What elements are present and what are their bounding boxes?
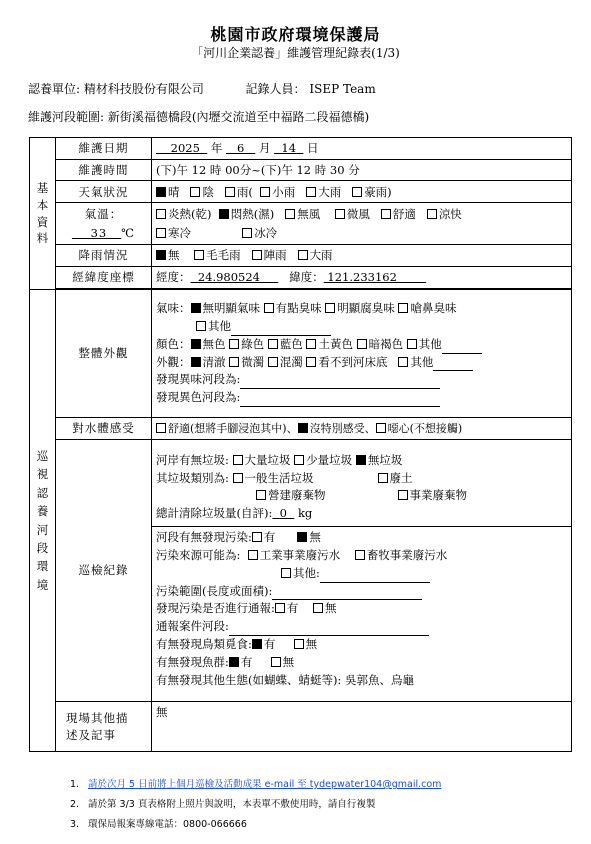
temp-label-cell: 氣溫： 33 ℃: [56, 203, 152, 245]
record-label: 巡檢紀錄: [56, 440, 152, 702]
weather-cloudy-checkbox[interactable]: [190, 187, 200, 197]
note-3: 3. 環保局報案專線電話：0800-066666: [70, 819, 247, 830]
other-label: 現場其他描 述及記事: [56, 702, 152, 752]
appearance-details: 氣味： 無明顯氣味 有點臭味 明顯腐臭味 嗆鼻臭味 其他 顏色： 無色 綠色 藍色 土黃色 暗褐色 其他 外觀： 清澈 微濁 混濁 看不到河床底 其他 發現異味河段為: 發現異色河段為:: [152, 290, 572, 418]
footer-notes: [70, 776, 441, 836]
form-subtitle: 「河川企業認養」維護管理紀錄表(1/3): [191, 46, 400, 60]
coord-label: 經緯度座標: [56, 267, 152, 289]
range-value: 新街溪福德橋段(內壢交流道至中福路二段福德橋): [107, 110, 370, 124]
date-label: 維護日期: [56, 138, 152, 160]
appearance-label: 整體外觀: [56, 290, 152, 418]
patrol-section-label: 巡 視 認 養 河 段 環 境: [30, 290, 56, 752]
weather-heavy-rain-checkbox[interactable]: [306, 187, 316, 197]
coord-value[interactable]: 經度： 24.980524 緯度： 121.233162: [152, 267, 572, 289]
temp-options: 炎熱(乾) 悶熱(濕) 無風 微風 舒適 涼快 寒冷 冰冷: [152, 203, 572, 245]
time-value[interactable]: (下)午 12 時 00分~(下)午 12 時 30 分: [152, 159, 572, 181]
note-1: 1. 請於次月 5 日前將上個月巡檢及活動成果 e-mail 至 tydepwater104@gmail.com: [70, 779, 442, 790]
range-line: [28, 108, 369, 125]
basic-section-label: 基 本 資 料: [30, 138, 56, 290]
weather-options: 晴 陰 雨( 小雨 大雨 豪雨): [152, 181, 572, 203]
temp-label: 氣溫：: [84, 207, 123, 222]
rain-options: 無 毛毛雨 陣雨 大雨: [152, 245, 572, 267]
time-label: 維護時間: [56, 159, 152, 181]
org-label: 認養單位:: [28, 82, 81, 96]
page-title: 桃園市政府環境保護局: [210, 25, 381, 44]
range-label: 維護河段範圍:: [28, 110, 105, 124]
other-value[interactable]: 無: [152, 702, 572, 752]
weather-label: 天氣狀況: [56, 181, 152, 203]
org-recorder-line: [28, 80, 376, 97]
weather-light-rain-checkbox[interactable]: [260, 187, 270, 197]
date-value[interactable]: 2025 年 6 月 14 日: [152, 138, 572, 160]
weather-rain-checkbox[interactable]: [225, 187, 235, 197]
weather-storm-checkbox[interactable]: [352, 187, 362, 197]
feeling-options: 舒適(想將手腳浸泡其中)、 沒特別感受、 噁心(不想接觸): [152, 418, 572, 440]
record-table: [29, 137, 572, 752]
rain-label: 降雨情況: [56, 245, 152, 267]
note-2: 2. 請於第 3/3 頁表格附上照片與說明，本表單不敷使用時，請自行複製: [70, 799, 376, 810]
record-details: 河岸有無垃圾: 大量垃圾 少量垃圾 無垃圾 其垃圾類別為: 一般生活垃圾 廢土 營建廢棄物 事業廢棄物 總計清除垃圾量(自評): 0 kg 河段有無發現污染: 有 無 污染來源可能為: 工業事業廢污水 畜牧事業廢污水 其他: 污染範圍(長度或面積): 發現污染是否進行通報: 有 無 通報案件河段: 有無發現鳥類覓食: 有 無 有無發現魚群: 有 無 有無發現其他生態(如蝴蝶、蜻蜓等): 吳郭魚、烏龜: [152, 440, 572, 702]
weather-sunny-checkbox[interactable]: [156, 187, 166, 197]
org-value: 精材科技股份有限公司: [83, 82, 204, 96]
recorder-label: 記錄人員：: [245, 82, 306, 96]
recorder-value: ISEP Team: [309, 82, 376, 96]
temp-value: 33: [90, 225, 108, 240]
feeling-label: 對水體感受: [56, 418, 152, 440]
